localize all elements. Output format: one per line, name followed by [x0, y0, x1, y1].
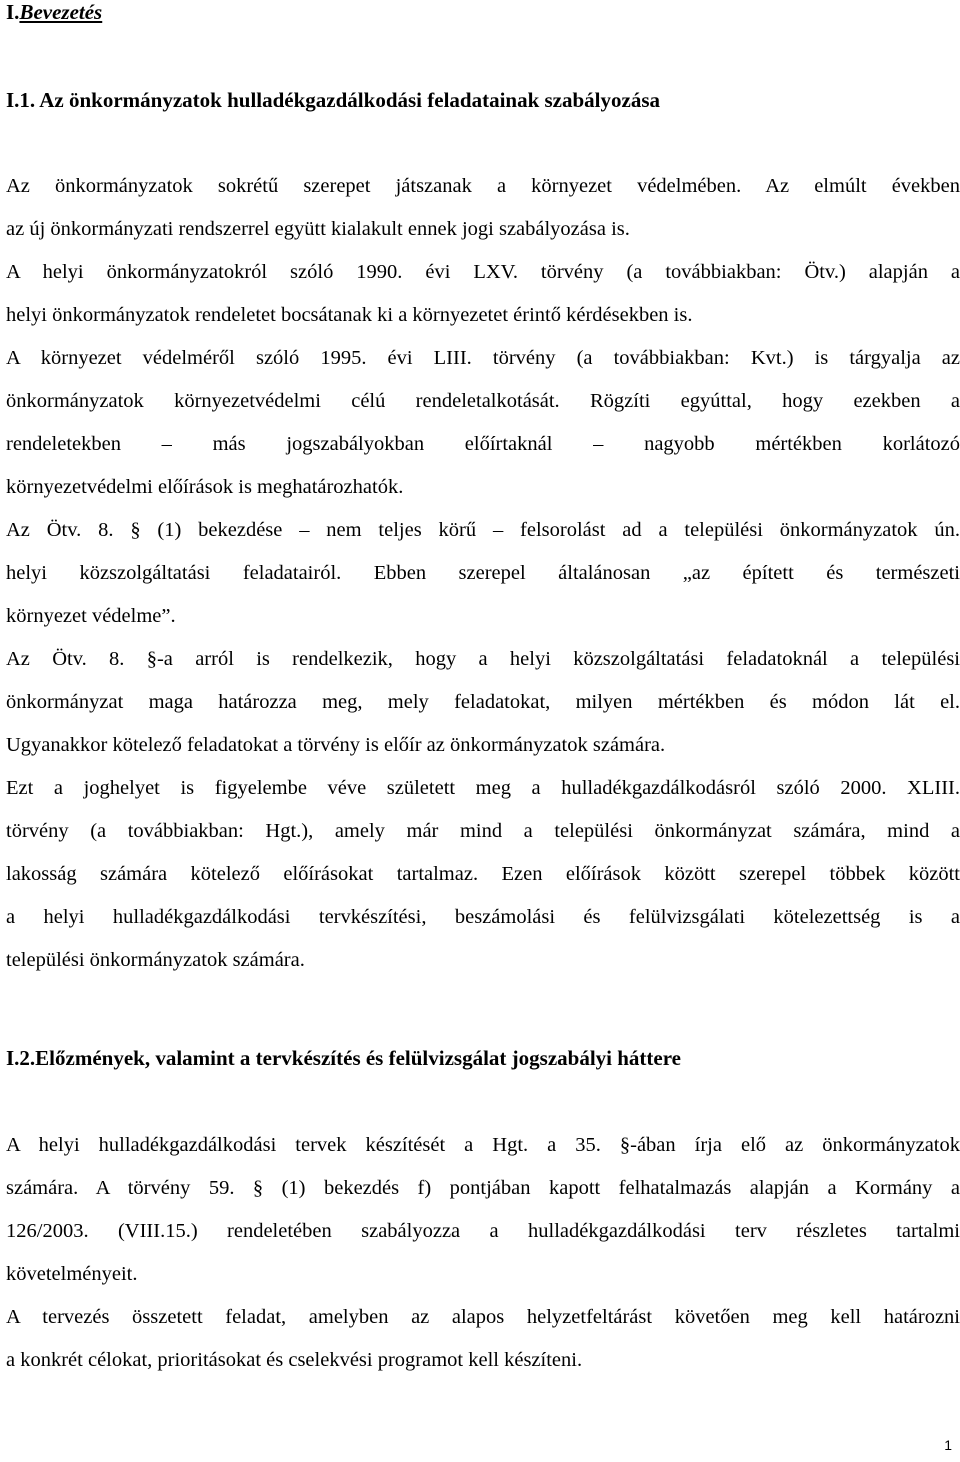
text-line: lakosság számára kötelező előírásokat tartalmaz. Ezen előírások között szerepel többek között	[6, 863, 960, 885]
section-heading-1: I.1. Az önkormányzatok hulladékgazdálkodási feladatainak szabályozása	[6, 88, 661, 112]
text-line: Ezt a joghelyet is figyelembe véve született meg a hulladékgazdálkodásról szóló 2000. XLIII.	[6, 777, 960, 799]
text-line: környezetvédelmi előírások is meghatározhatók.	[6, 476, 404, 498]
text-line: Az Ötv. 8. §-a arról is rendelkezik, hogy a helyi közszolgáltatási feladatoknál a települési	[6, 648, 960, 670]
chapter-title: Bevezetés	[19, 0, 103, 24]
text-line: törvény (a továbbiakban: Hgt.), amely már mind a települési önkormányzat számára, mind a	[6, 820, 960, 842]
chapter-heading	[6, 0, 102, 26]
text-line: környezet védelme”.	[6, 605, 176, 627]
section-2-paragraph-1	[6, 1124, 960, 1296]
text-line: a konkrét célokat, prioritásokat és cselekvési programot kell készíteni.	[6, 1349, 583, 1371]
text-line: Az Ötv. 8. § (1) bekezdése – nem teljes körű – felsorolást ad a települési önkormányzatok ún.	[6, 519, 960, 541]
text-line: 126/2003. (VIII.15.) rendeletében szabályozza a hulladékgazdálkodási terv részletes tartalmi	[6, 1220, 960, 1242]
text-line: települési önkormányzatok számára.	[6, 949, 305, 971]
text-line: a helyi hulladékgazdálkodási tervkészítési, beszámolási és felülvizsgálati kötelezettség is a	[6, 906, 960, 928]
section-2-paragraph-2	[6, 1296, 960, 1382]
text-line: számára. A törvény 59. § (1) bekezdés f) pontjában kapott felhatalmazás alapján a Kormány a	[6, 1177, 960, 1199]
text-line: A helyi önkormányzatokról szóló 1990. évi LXV. törvény (a továbbiakban: Ötv.) alapján a	[6, 261, 960, 283]
text-line: Az önkormányzatok sokrétű szerepet játszanak a környezet védelmében. Az elmúlt években	[6, 175, 960, 197]
page-number: 1	[944, 1437, 952, 1453]
text-line: A tervezés összetett feladat, amelyben az alapos helyzetfeltárást követően meg kell határozni	[6, 1306, 960, 1328]
text-line: rendeletekben – más jogszabályokban előírtaknál – nagyobb mértékben korlátozó	[6, 433, 960, 455]
section-1-body	[6, 165, 960, 982]
text-line: követelményeit.	[6, 1263, 138, 1285]
text-line: önkormányzatok környezetvédelmi célú rendeletalkotását. Rögzíti egyúttal, hogy ezekben a	[6, 390, 960, 412]
text-line: Ugyanakkor kötelező feladatokat a törvény is előír az önkormányzatok számára.	[6, 734, 666, 756]
text-line: helyi önkormányzatok rendeletet bocsátanak ki a környezetet érintő kérdésekben is.	[6, 304, 693, 326]
text-line: helyi közszolgáltatási feladatairól. Ebben szerepel általánosan „az épített és természeti	[6, 562, 960, 584]
text-line: A környezet védelméről szóló 1995. évi LIII. törvény (a továbbiakban: Kvt.) is tárgyalja az	[6, 347, 960, 369]
text-line: az új önkormányzati rendszerrel együtt kialakult ennek jogi szabályozása is.	[6, 218, 630, 240]
chapter-number: I.	[6, 0, 20, 24]
text-line: önkormányzat maga határozza meg, mely feladatokat, milyen mértékben és módon lát el.	[6, 691, 960, 713]
text-line: A helyi hulladékgazdálkodási tervek készítését a Hgt. a 35. §-ában írja elő az önkormányzatok	[6, 1134, 960, 1156]
section-heading-2: I.2.Előzmények, valamint a tervkészítés és felülvizsgálat jogszabályi háttere	[6, 1046, 682, 1070]
